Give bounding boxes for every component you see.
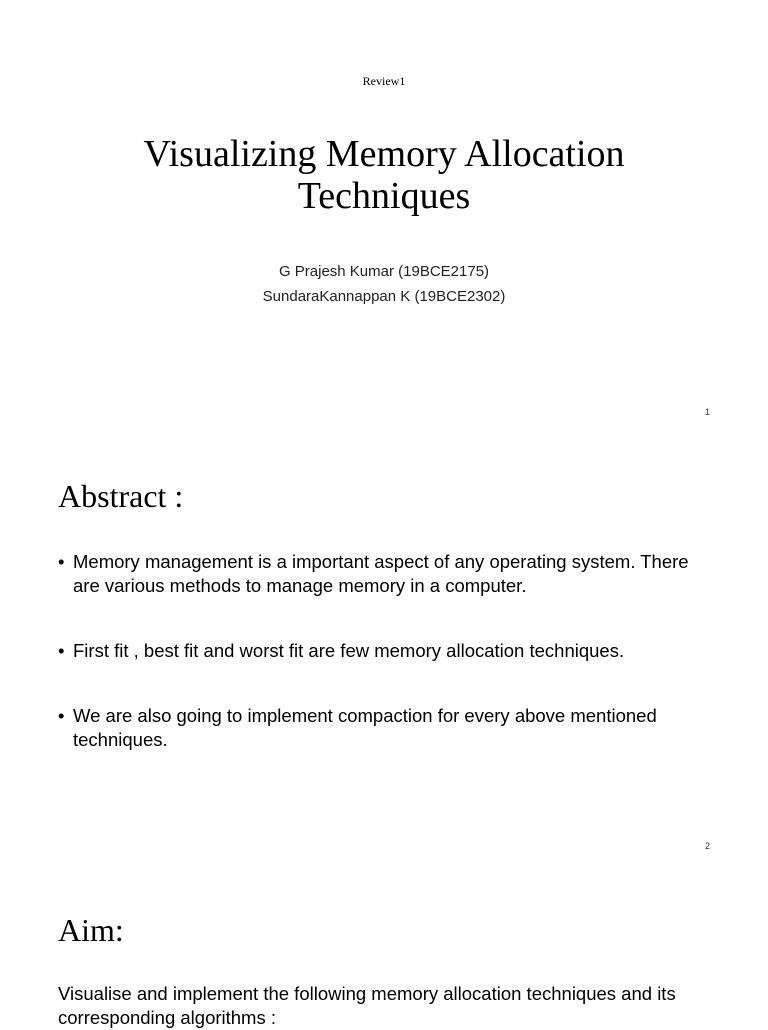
bullet-icon: • xyxy=(58,705,65,726)
title-slide xyxy=(0,0,768,432)
bullet-list xyxy=(58,550,718,793)
bullet-item xyxy=(58,550,718,598)
page-number: 1 xyxy=(704,407,710,417)
author-2: SundaraKannappan K (19BCE2302) xyxy=(262,288,506,305)
page-number: 2 xyxy=(704,841,710,851)
aim-slide xyxy=(0,864,768,1028)
bullet-text: We are also going to implement compaction for every above mentioned techniques. xyxy=(73,705,657,750)
slide-header: Review1 xyxy=(362,74,406,88)
bullet-icon: • xyxy=(58,551,65,572)
bullet-item xyxy=(58,704,718,752)
title-line-1: Visualizing Memory Allocation xyxy=(143,133,625,175)
bullet-icon: • xyxy=(58,640,65,661)
author-1: G Prajesh Kumar (19BCE2175) xyxy=(278,263,490,280)
abstract-slide xyxy=(0,432,768,864)
slide-heading: Abstract : xyxy=(58,478,184,514)
slide-heading: Aim: xyxy=(58,912,124,948)
bullet-text: First fit , best fit and worst fit are few memory allocation techniques. xyxy=(73,640,625,661)
bullet-text: Memory management is a important aspect of any operating system. There are various methods to manage memory in a computer. xyxy=(73,551,689,596)
aim-text: Visualise and implement the following memory allocation techniques and its corresponding algorithms : xyxy=(58,983,676,1028)
authors-block xyxy=(0,259,768,309)
presentation-title xyxy=(0,133,768,217)
bullet-item xyxy=(58,639,718,663)
title-line-2: Techniques xyxy=(297,175,471,217)
